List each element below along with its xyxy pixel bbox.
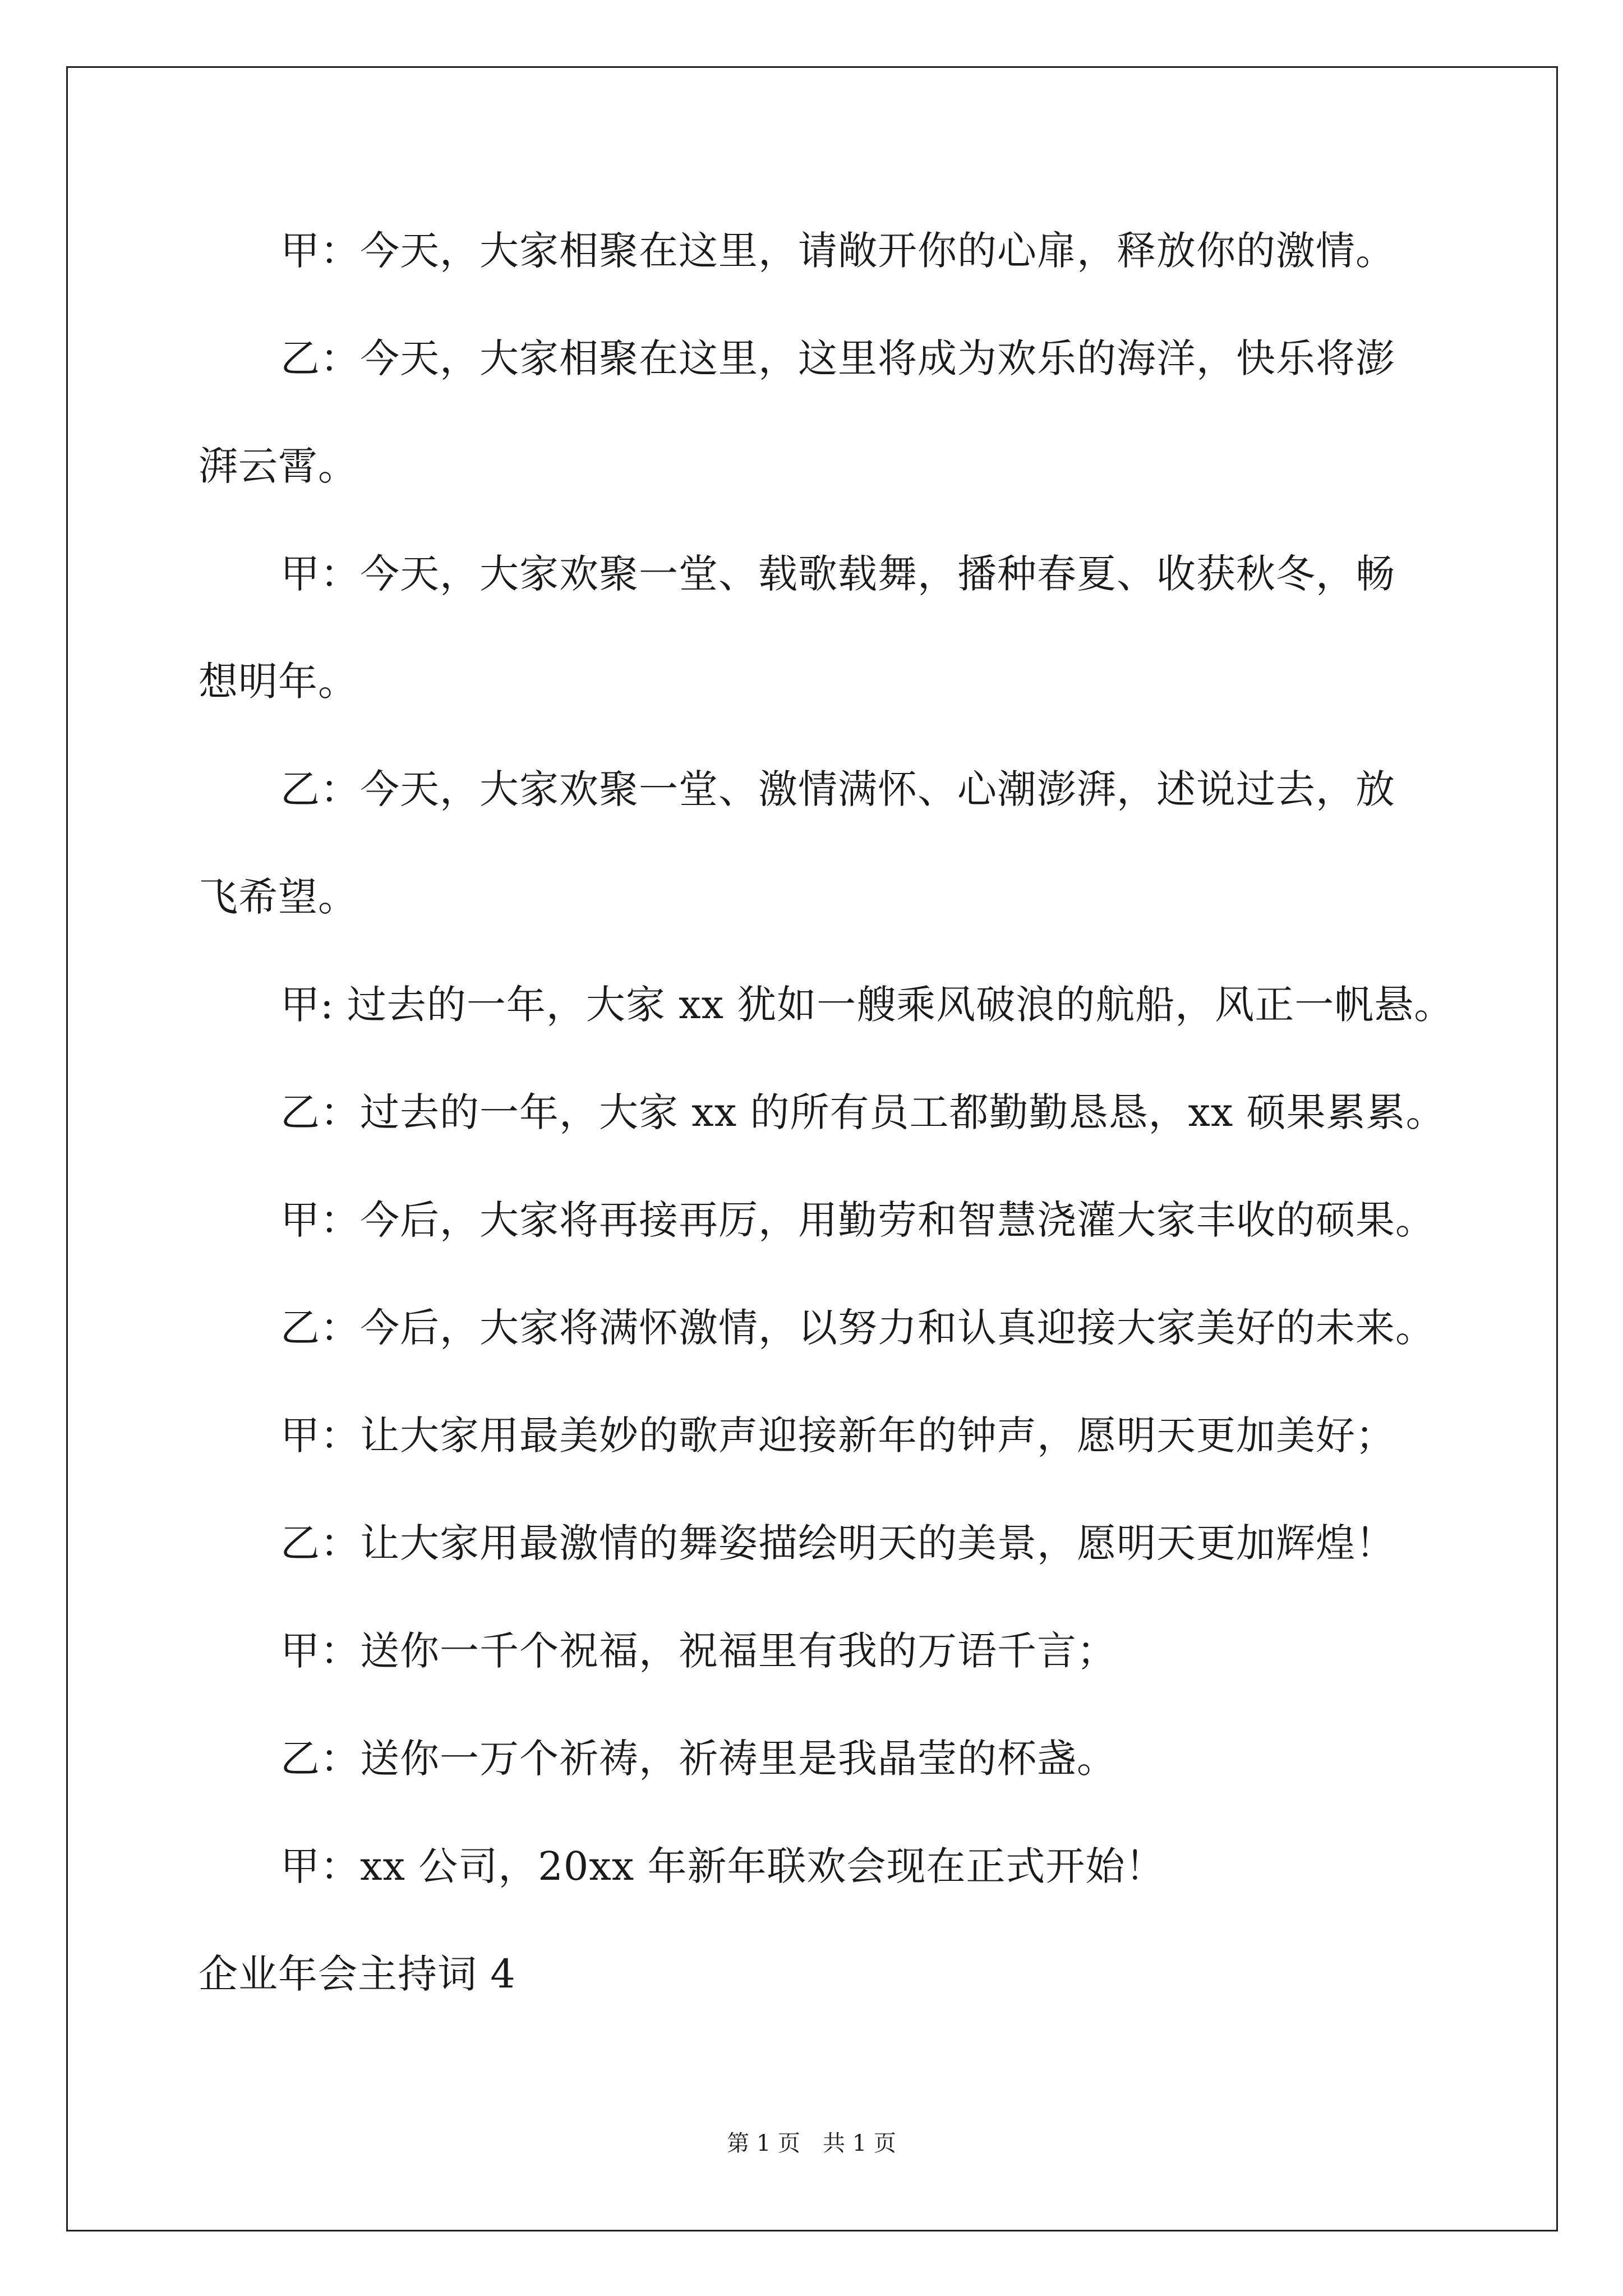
paragraph-line: 甲：让大家用最美妙的歌声迎接新年的钟声，愿明天更加美好；: [280, 1412, 1395, 1458]
paragraph-line: 乙：过去的一年，大家 xx 的所有员工都勤勤恳恳，xx 硕果累累。: [280, 1089, 1446, 1135]
paragraph-line: 甲：送你一千个祝福，祝福里有我的万语千言；: [280, 1628, 1117, 1674]
section-heading: 企业年会主持词 4: [199, 1951, 516, 1997]
paragraph-line: 乙：今后，大家将满怀激情，以努力和认真迎接大家美好的未来。: [280, 1305, 1435, 1351]
paragraph-line-continuation: 想明年。: [199, 659, 358, 705]
paragraph-line: 乙：送你一万个祈祷，祈祷里是我晶莹的杯盏。: [280, 1736, 1117, 1782]
paragraph-line: 乙：让大家用最激情的舞姿描绘明天的美景，愿明天更加辉煌！: [280, 1520, 1395, 1566]
paragraph-line-continuation: 飞希望。: [199, 874, 358, 920]
paragraph-line: 乙：今天，大家欢聚一堂、激情满怀、心潮澎湃，述说过去，放: [280, 766, 1395, 812]
paragraph-line: 甲：今后，大家将再接再厉，用勤劳和智慧浇灌大家丰收的硕果。: [280, 1197, 1435, 1243]
paragraph-line: 甲: 过去的一年，大家 xx 犹如一艘乘风破浪的航船，风正一帆悬。: [280, 982, 1454, 1028]
paragraph-line: 甲：xx 公司，20xx 年新年联欢会现在正式开始！: [280, 1843, 1165, 1889]
paragraph-line-continuation: 湃云霄。: [199, 443, 358, 489]
page-border: [66, 66, 1558, 2231]
paragraph-line: 乙：今天，大家相聚在这里，这里将成为欢乐的海洋，快乐将澎: [280, 335, 1395, 381]
page-footer: 第 1 页 共 1 页: [727, 2131, 896, 2156]
paragraph-line: 甲：今天，大家欢聚一堂、载歌载舞，播种春夏、收获秋冬，畅: [280, 551, 1395, 597]
paragraph-line: 甲：今天，大家相聚在这里，请敞开你的心扉，释放你的激情。: [280, 228, 1395, 274]
